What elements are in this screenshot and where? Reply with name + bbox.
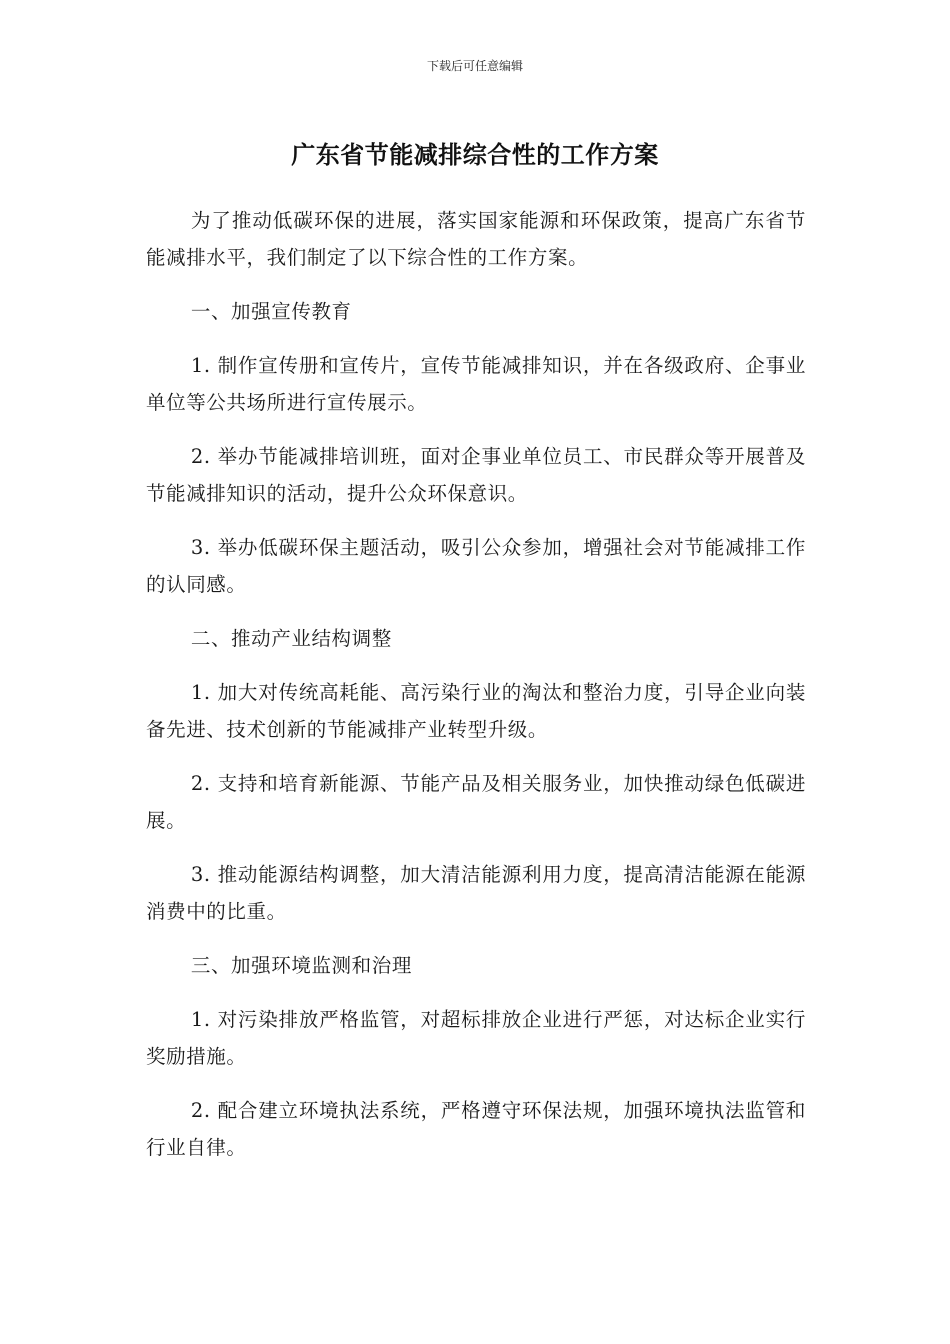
list-item: 2. 配合建立环境执法系统，严格遵守环保法规，加强环境执法监管和行业自律。	[146, 1099, 806, 1159]
list-item: 1. 对污染排放严格监管，对超标排放企业进行严惩，对达标企业实行奖励措施。	[146, 1008, 806, 1068]
list-item: 1. 制作宣传册和宣传片，宣传节能减排知识，并在各级政府、企事业单位等公共场所进行宣传展示。	[146, 354, 806, 414]
document-body	[146, 202, 806, 1166]
document-title: 广东省节能减排综合性的工作方案	[291, 141, 659, 169]
list-item: 2. 支持和培育新能源、节能产品及相关服务业，加快推动绿色低碳进展。	[146, 772, 806, 832]
list-item: 3. 推动能源结构调整，加大清洁能源利用力度，提高清洁能源在能源消费中的比重。	[146, 863, 806, 923]
list-item: 3. 举办低碳环保主题活动，吸引公众参加，增强社会对节能减排工作的认同感。	[146, 536, 806, 596]
section-heading-2: 二、推动产业结构调整	[190, 627, 392, 650]
section-heading-3: 三、加强环境监测和治理	[190, 954, 412, 977]
list-item: 2. 举办节能减排培训班，面对企事业单位员工、市民群众等开展普及节能减排知识的活动，提升公众环保意识。	[146, 445, 806, 505]
list-item: 1. 加大对传统高耗能、高污染行业的淘汰和整治力度，引导企业向装备先进、技术创新的节能减排产业转型升级。	[146, 681, 806, 741]
intro-paragraph: 为了推动低碳环保的进展，落实国家能源和环保政策，提高广东省节能减排水平，我们制定了以下综合性的工作方案。	[146, 209, 806, 269]
header-note: 下载后可任意编辑	[426, 59, 523, 73]
section-heading-1: 一、加强宣传教育	[190, 300, 352, 323]
